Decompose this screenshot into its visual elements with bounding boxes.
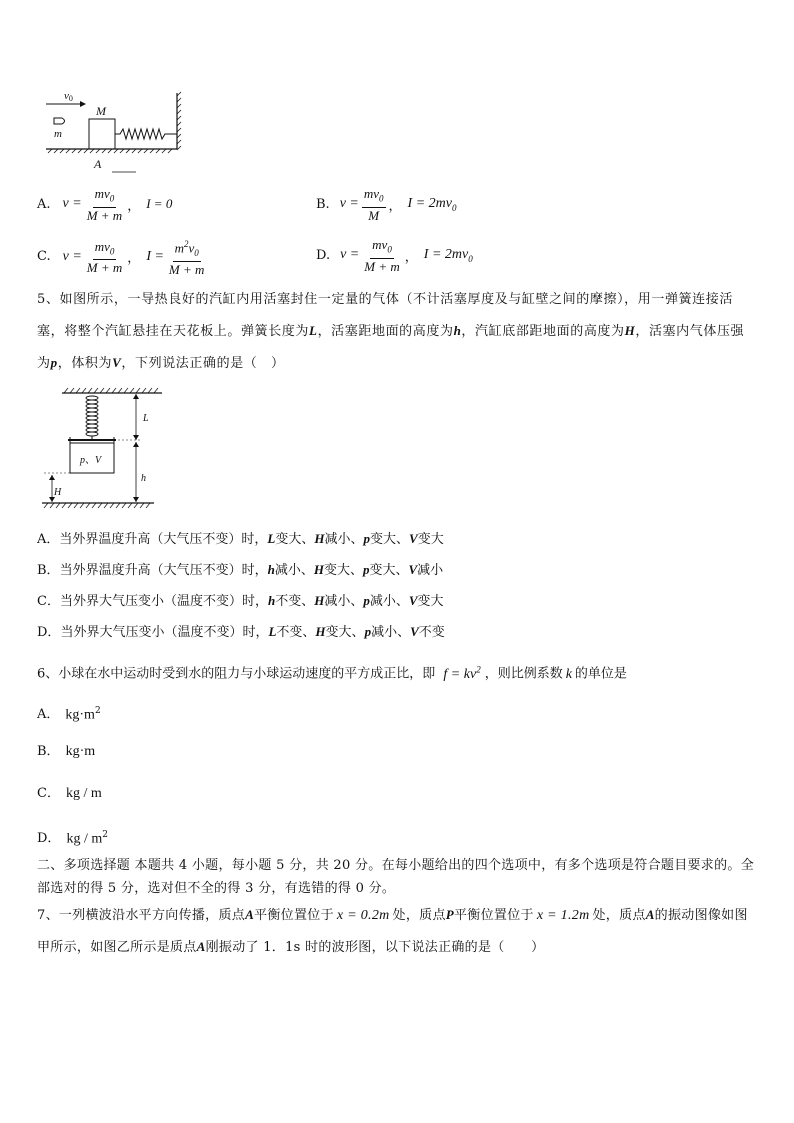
M-label: M <box>96 104 106 118</box>
A-label: A <box>94 157 102 171</box>
q6-option-d[interactable]: D． kg / $m^2$ <box>37 830 108 847</box>
L-label: L <box>143 413 149 424</box>
option-letter: C. <box>37 249 51 265</box>
H-label: H <box>54 487 62 498</box>
q6-option-b[interactable]: B． kg·m <box>37 744 96 759</box>
option-letter: D. <box>316 247 331 263</box>
v0-label: v0 <box>64 90 73 103</box>
option-letter: B. <box>316 196 330 212</box>
v-lhs: v = <box>62 248 82 264</box>
q4-option-c[interactable]: C. v = $\frac{mv_0}{M + m}$ ， I = $\frac{m^2v_0}{M + m}$ <box>37 238 205 277</box>
impulse-value: I = 0 <box>146 196 173 212</box>
q4-option-a[interactable]: A. v = $\frac{mv_0}{M + m}$ ， I = 0 <box>37 186 173 223</box>
m-label: m <box>54 128 62 140</box>
h-label: h <box>141 473 146 484</box>
cylinder-figure <box>42 385 182 515</box>
block-spring-figure <box>40 88 185 178</box>
v-fraction: $\frac{mv_0}{M}$ <box>363 186 384 223</box>
q5-option-c[interactable]: C．当外界大气压变小（温度不变）时，h不变、H减小、p减小、V变大 <box>37 593 444 609</box>
section2-header: 二、多项选择题 本题共 4 小题，每小题 5 分，共 20 分。在每小题给出的四个选项中，有多个选项是符合题目要求的。全部选对的得 5 分，选对但不全的得 3 分，有选错的得 0 分。 <box>37 858 755 896</box>
v-lhs: v = <box>62 196 82 212</box>
option-letter: A. <box>37 196 51 212</box>
v-fraction: $\frac{mv_0}{M + m}$ <box>364 237 400 274</box>
q6-option-a[interactable]: A． $kg\cdot m^2$ <box>37 706 101 723</box>
q5-option-d[interactable]: D．当外界大气压变小（温度不变）时，L不变、H变大、p减小、V不变 <box>37 624 445 640</box>
q4-option-d[interactable]: D. v = $\frac{mv_0}{M + m}$ ， $I = 2mv_0$ <box>316 237 473 274</box>
v-fraction: $\frac{mv_0}{M + m}$ <box>86 186 123 223</box>
q6-formula: $f = kv^2$ <box>443 664 481 682</box>
q5-question: 5、如图所示，一导热良好的汽缸内用活塞封住一定量的气体（不计活塞厚度及与缸壁之间的摩擦），用一弹簧连接活塞，将整个汽缸悬挂在天花板上。弹簧长度为L，活塞距地面的高度为h，汽缸底部距地面的高度为H，活塞内气体压强为p，体积为V，下列说法正确的是（ ） <box>37 292 745 371</box>
q5-option-b[interactable]: B．当外界温度升高（大气压不变）时，h减小、H变大、p变大、V减小 <box>37 562 444 578</box>
i-fraction: $\frac{m^2v_0}{M + m}$ <box>168 239 205 277</box>
i-lhs: I = <box>146 248 164 264</box>
q7-question: 7、一列横波沿水平方向传播，质点A平衡位置位于 x = 0.2m 处，质点P平衡位置位于 x = 1.2m 处，质点A的振动图像如图甲所示，如图乙所示是质点A刚振动了 1．1s 时的波形图，以下说法正确的是（ ） <box>37 907 748 955</box>
v-fraction: $\frac{mv_0}{M + m}$ <box>86 238 123 276</box>
q5-option-a[interactable]: A．当外界温度升高（大气压不变）时，L变大、H减小、p变大、V变大 <box>37 531 444 547</box>
q4-option-b[interactable]: B. v = $\frac{mv_0}{M}$ ， $I = 2mv_0$ <box>316 186 457 223</box>
impulse-value: $I = 2mv_0$ <box>407 195 457 213</box>
pV-label: p、V <box>80 455 102 466</box>
q6-option-c[interactable]: C． kg / m <box>37 786 102 801</box>
v-lhs: v = <box>340 247 360 263</box>
impulse-value: $I = 2mv_0$ <box>423 246 473 264</box>
q6-question: 6、小球在水中运动时受到水的阻力与小球运动速度的平方成正比，即 $f = kv^2$ ，则比例系数 k 的单位是 <box>37 664 627 682</box>
v-lhs: v = <box>339 196 359 212</box>
